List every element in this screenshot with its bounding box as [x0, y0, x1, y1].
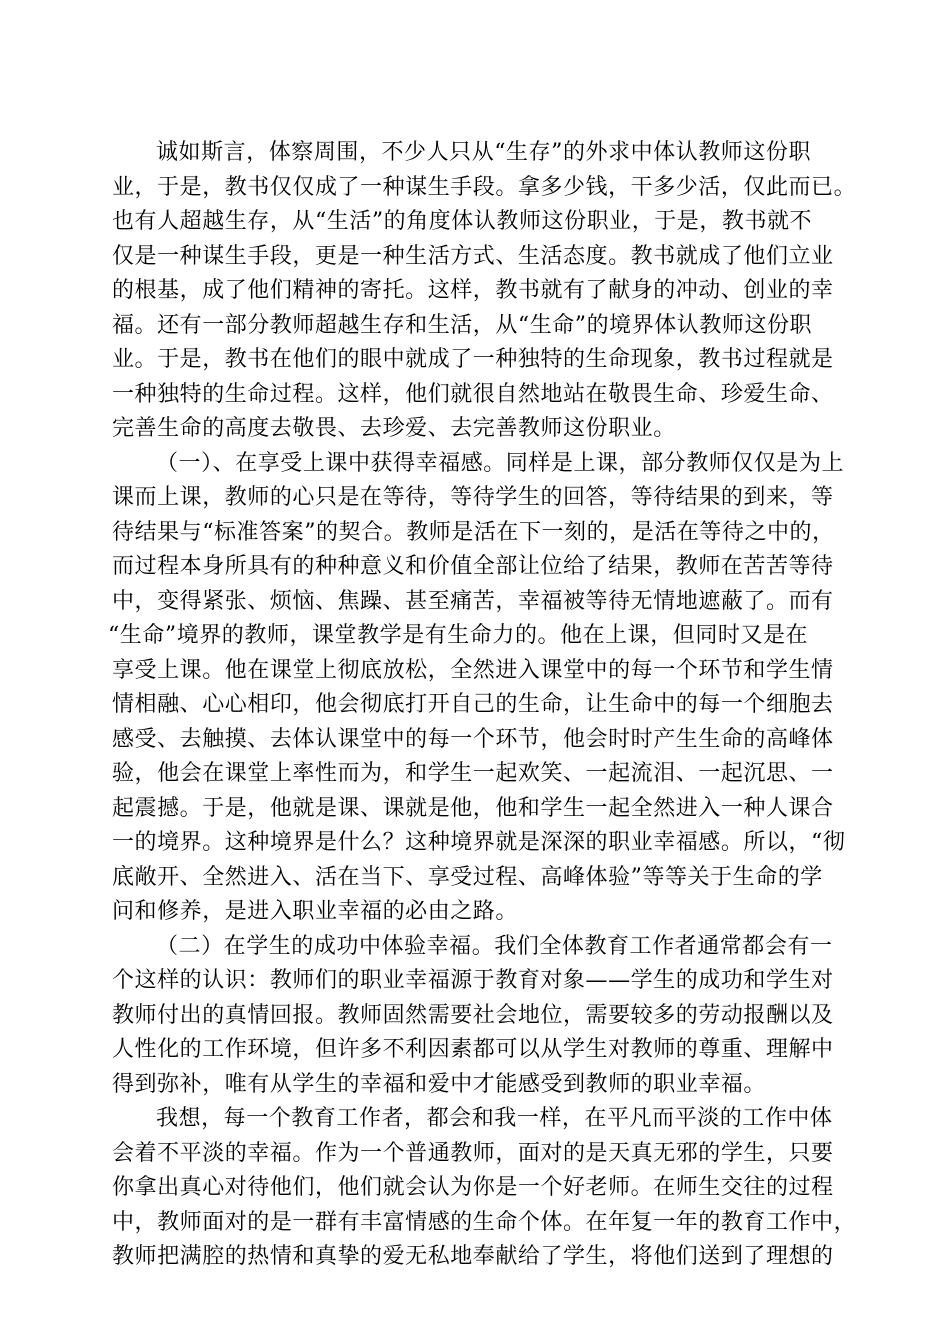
paragraph-line: 中，变得紧张、烦恼、焦躁、甚至痛苦，幸福被等待无情地遮蔽了。而有 — [112, 588, 834, 614]
paragraph-line: 我想，每一个教育工作者，都会和我一样，在平凡而平淡的工作中体 — [156, 1106, 833, 1131]
paragraph-line: 得到弥补，唯有从学生的幸福和爱中才能感受到教师的职业幸福。 — [112, 1071, 766, 1097]
paragraph-line: 个这样的认识：教师们的职业幸福源于教育对象——学生的成功和学生对 — [112, 968, 834, 993]
paragraph-line: 底敞开、全然进入、活在当下、享受过程、高峰体验”等等关于生命的学 — [112, 864, 823, 890]
paragraph-line: 情相融、心心相印，他会彻底打开自己的生命，让生命中的每一个细胞去 — [112, 692, 834, 717]
paragraph-line: 人性化的工作环境，但许多不利因素都可以从学生对教师的尊重、理解中 — [112, 1037, 834, 1062]
paragraph-line: 诚如斯言，体察周围，不少人只从“生存”的外求中体认教师这份职 — [156, 140, 811, 165]
paragraph-line: 业，于是，教书仅仅成了一种谋生手段。拿多少钱，干多少活，仅此而已。 — [112, 174, 857, 200]
paragraph-line: 也有人超越生存，从“生活”的角度体认教师这份职业，于是，教书就不 — [112, 209, 813, 234]
paragraph-line: 的根基，成了他们精神的寄托。这样，教书就有了献身的冲动、创业的幸 — [112, 278, 834, 303]
paragraph-line: 待结果与“标准答案”的契合。教师是活在下一刻的，是活在等待之中的， — [112, 519, 835, 545]
paragraph-line: 感受、去触摸、去体认课堂中的每一个环节，他会时时产生生命的高峰体 — [112, 726, 834, 752]
paragraph-line: 会着不平淡的幸福。作为一个普通教师，面对的是天真无邪的学生，只要 — [112, 1140, 834, 1166]
paragraph-line: 起震撼。于是，他就是课、课就是他，他和学生一起全然进入一种人课合 — [112, 795, 834, 821]
paragraph-line: 中，教师面对的是一群有丰富情感的生命个体。在年复一年的教育工作中， — [112, 1209, 857, 1235]
section-heading-line: （二）在学生的成功中体验幸福。我们全体教育工作者通常都会有一 — [156, 933, 833, 959]
paragraph-line: 一种独特的生命过程。这样，他们就很自然地站在敬畏生命、珍爱生命、 — [112, 381, 834, 407]
paragraph-line: 验，他会在课堂上率性而为，和学生一起欢笑、一起流泪、一起沉思、一 — [112, 761, 834, 786]
section-heading-line: （一）、在享受上课中获得幸福感。同样是上课，部分教师仅仅是为上 — [156, 450, 845, 476]
paragraph-line: 一的境界。这种境界是什么？这种境界就是深深的职业幸福感。所以，“彻 — [112, 830, 846, 855]
paragraph-line: 你拿出真心对待他们，他们就会认为你是一个好老师。在师生交往的过程 — [112, 1175, 834, 1200]
paragraph-line: 教师付出的真情回报。教师固然需要社会地位，需要较多的劳动报酬以及 — [112, 1002, 834, 1028]
paragraph-line: 仅是一种谋生手段，更是一种生活方式、生活态度。教书就成了他们立业 — [112, 243, 834, 269]
document-body — [108, 136, 857, 1275]
paragraph-line: “生命”境界的教师，课堂教学是有生命力的。他在上课，但同时又是在 — [108, 623, 809, 648]
paragraph-line: 问和修养，是进入职业幸福的必由之路。 — [112, 899, 518, 924]
paragraph-line: 而过程本身所具有的种种意义和价值全部让位给了结果，教师在苦苦等待 — [112, 554, 834, 579]
paragraph-line: 享受上课。他在课堂上彻底放松，全然进入课堂中的每一个环节和学生情 — [112, 657, 834, 683]
paragraph-line: 福。还有一部分教师超越生存和生活，从“生命”的境界体认教师这份职 — [112, 312, 813, 338]
paragraph-line: 课而上课，教师的心只是在等待，等待学生的回答，等待结果的到来，等 — [112, 485, 834, 510]
paragraph-line: 完善生命的高度去敬畏、去珍爱、去完善教师这份职业。 — [112, 416, 676, 441]
paragraph-line: 业。于是，教书在他们的眼中就成了一种独特的生命现象，教书过程就是 — [112, 347, 834, 372]
paragraph-line: 教师把满腔的热情和真挚的爱无私地奉献给了学生，将他们送到了理想的 — [112, 1244, 834, 1269]
